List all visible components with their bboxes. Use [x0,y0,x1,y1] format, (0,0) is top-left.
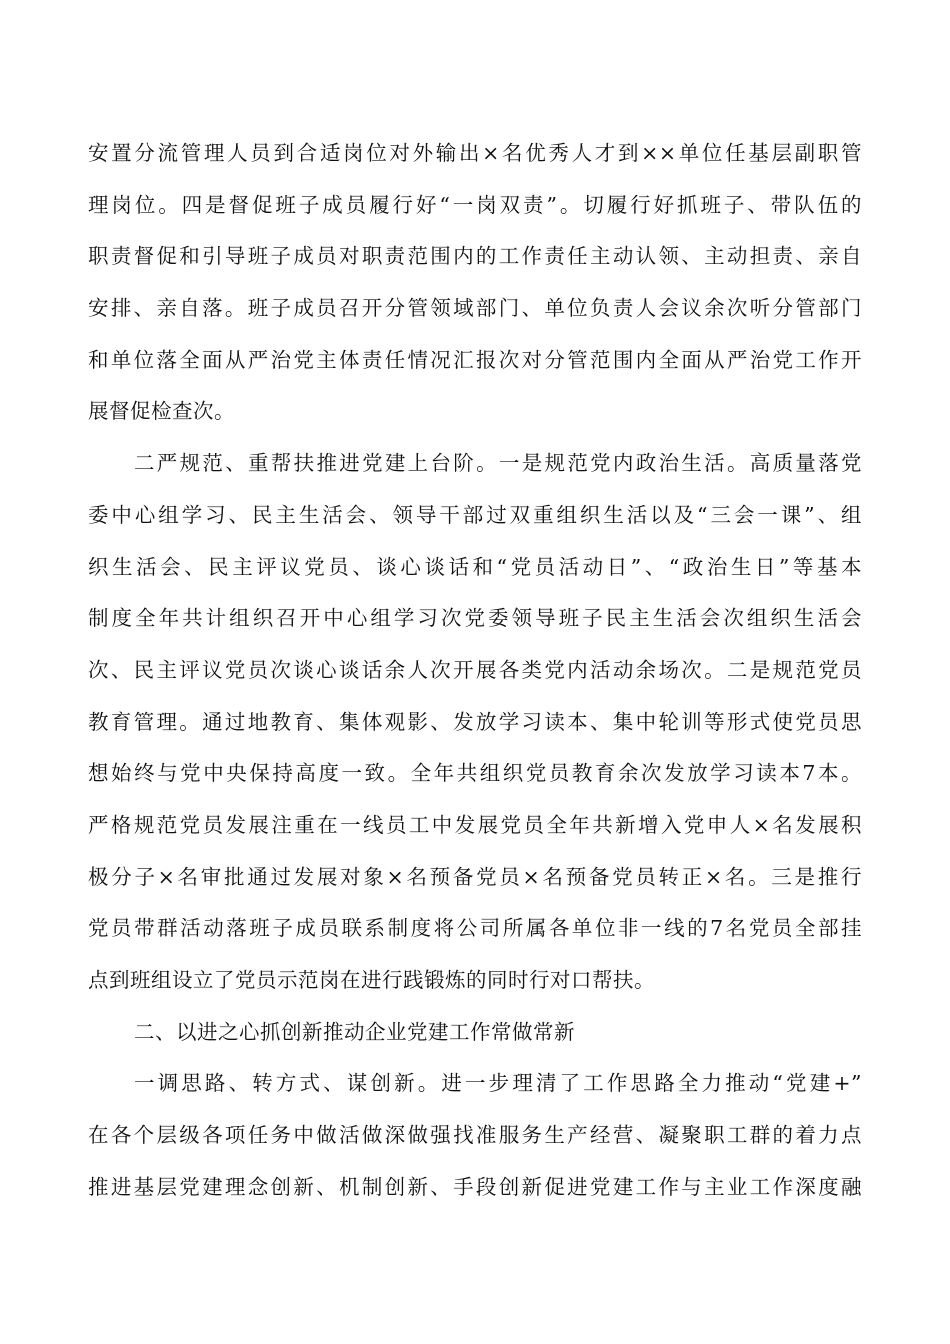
section-heading: 二、以进之心抓创新推动企业党建工作常做常新 [134,1019,575,1044]
document-body [88,133,862,1218]
text-line-12: 教育管理。通过地教育、集体观影、发放学习读本、集中轮训等形式使党员思 [88,709,862,734]
text-line-4: 安排、亲自落。班子成员召开分管领域部门、单位负责人会议余次听分管部门 [88,296,862,321]
text-line-19: 一调思路、转方式、谋创新。进一步理清了工作思路全力推动“党建+” [134,1071,862,1096]
text-line-15: 极分子×名审批通过发展对象×名预备党员×名预备党员转正×名。三是推行 [88,864,862,889]
text-line-21: 推进基层党建理念创新、机制创新、手段创新促进党建工作与主业工作深度融 [88,1174,862,1199]
text-line-2: 理岗位。四是督促班子成员履行好“一岗双责”。切履行好抓班子、带队伍的 [88,192,862,217]
text-line-13: 想始终与党中央保持高度一致。全年共组织党员教育余次发放学习读本7本。 [88,761,862,786]
text-line-17: 点到班组设立了党员示范岗在进行践锻炼的同时行对口帮扶。 [88,968,655,992]
text-line-6: 展督促检查次。 [88,399,235,424]
text-line-3: 职责督促和引导班子成员对职责范围内的工作责任主动认领、主动担责、亲自 [88,244,862,269]
text-line-10: 制度全年共计组织召开中心组学习次党委领导班子民主生活会次组织生活会 [88,606,862,631]
text-line-16: 党员带群活动落班子成员联系制度将公司所属各单位非一线的7名党员全部挂 [88,916,862,941]
text-line-9: 织生活会、民主评议党员、谈心谈话和“党员活动日”、“政治生日”等基本 [88,554,862,579]
text-line-11: 次、民主评议党员次谈心谈话余人次开展各类党内活动余场次。二是规范党员 [88,657,862,682]
text-line-5: 和单位落全面从严治党主体责任情况汇报次对分管范围内全面从严治党工作开 [88,347,862,372]
text-line-7: 二严规范、重帮扶推进党建上台阶。一是规范党内政治生活。高质量落党 [134,451,862,476]
text-line-20: 在各个层级各项任务中做活做深做强找准服务生产经营、凝聚职工群的着力点 [88,1123,862,1148]
text-line-1: 安置分流管理人员到合适岗位对外输出×名优秀人才到××单位任基层副职管 [88,141,862,165]
text-line-14: 严格规范党员发展注重在一线员工中发展党员全年共新增入党申人×名发展积 [88,812,862,837]
text-line-8: 委中心组学习、民主生活会、领导干部过双重组织生活以及“三会一课”、组 [88,502,862,527]
